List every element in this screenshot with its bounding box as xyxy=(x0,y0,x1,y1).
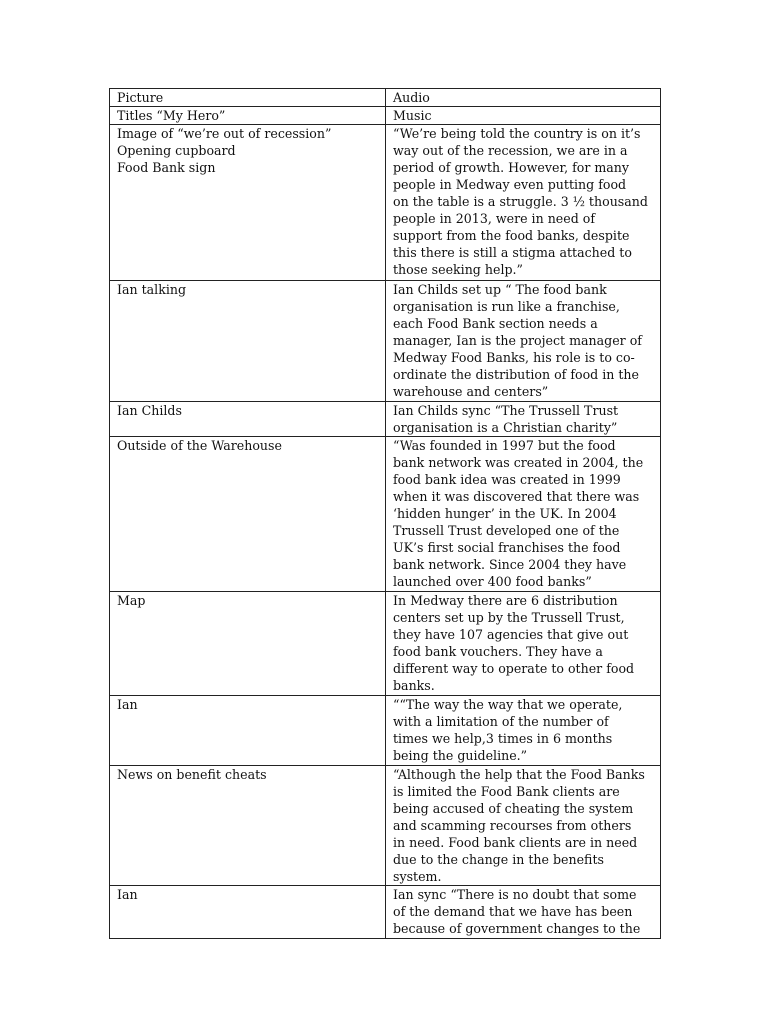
header-audio-cell: Audio xyxy=(386,89,661,107)
audio-cell: Ian sync “There is no doubt that some of the demand that we have has been because of government changes to the xyxy=(386,886,661,939)
picture-cell: Titles “My Hero” xyxy=(110,107,386,125)
audio-cell: “Was founded in 1997 but the food bank network was created in 2004, the food bank idea was created in 1999 when it was discovered that there was ‘hidden hunger’ in the UK. In 2004 Trussell Trust developed one of the UK’s first social franchises the food bank network. Since 2004 they have launched over 400 food banks” xyxy=(386,437,661,592)
table-row xyxy=(110,886,661,939)
picture-cell: Image of “we’re out of recession” Opening cupboard Food Bank sign xyxy=(110,125,386,281)
picture-cell: Ian talking xyxy=(110,281,386,402)
header-picture-cell: Picture xyxy=(110,89,386,107)
audio-cell: “We’re being told the country is on it’s way out of the recession, we are in a period of growth. However, for many people in Medway even putting food on the table is a struggle. 3 ½ thousand people in 2013, were in need of support from the food banks, despite this there is still a stigma attached to those seeking help.” xyxy=(386,125,661,281)
audio-cell: ““The way the way that we operate, with a limitation of the number of times we help,3 times in 6 months being the guideline.” xyxy=(386,696,661,766)
table-row xyxy=(110,402,661,437)
table-row xyxy=(110,592,661,696)
audio-cell: Ian Childs set up “ The food bank organisation is run like a franchise, each Food Bank section needs a manager, Ian is the project manager of Medway Food Banks, his role is to co- ordinate the distribution of food in the warehouse and centers” xyxy=(386,281,661,402)
audio-cell: In Medway there are 6 distribution centers set up by the Trussell Trust, they have 107 agencies that give out food bank vouchers. They have a different way to operate to other food banks. xyxy=(386,592,661,696)
table-row xyxy=(110,281,661,402)
table-row xyxy=(110,437,661,592)
picture-cell: Ian xyxy=(110,886,386,939)
table-row xyxy=(110,766,661,886)
table-row xyxy=(110,696,661,766)
picture-cell: Map xyxy=(110,592,386,696)
audio-cell: Ian Childs sync “The Trussell Trust organisation is a Christian charity” xyxy=(386,402,661,437)
table-row xyxy=(110,125,661,281)
audio-cell: “Although the help that the Food Banks is limited the Food Bank clients are being accused of cheating the system and scamming recourses from others in need. Food bank clients are in need due to the change in the benefits system. xyxy=(386,766,661,886)
picture-cell: Outside of the Warehouse xyxy=(110,437,386,592)
table-row xyxy=(110,107,661,125)
audio-cell: Music xyxy=(386,107,661,125)
picture-cell: Ian Childs xyxy=(110,402,386,437)
picture-cell: News on benefit cheats xyxy=(110,766,386,886)
picture-cell: Ian xyxy=(110,696,386,766)
script-table xyxy=(109,88,661,939)
table-header-row xyxy=(110,89,661,107)
